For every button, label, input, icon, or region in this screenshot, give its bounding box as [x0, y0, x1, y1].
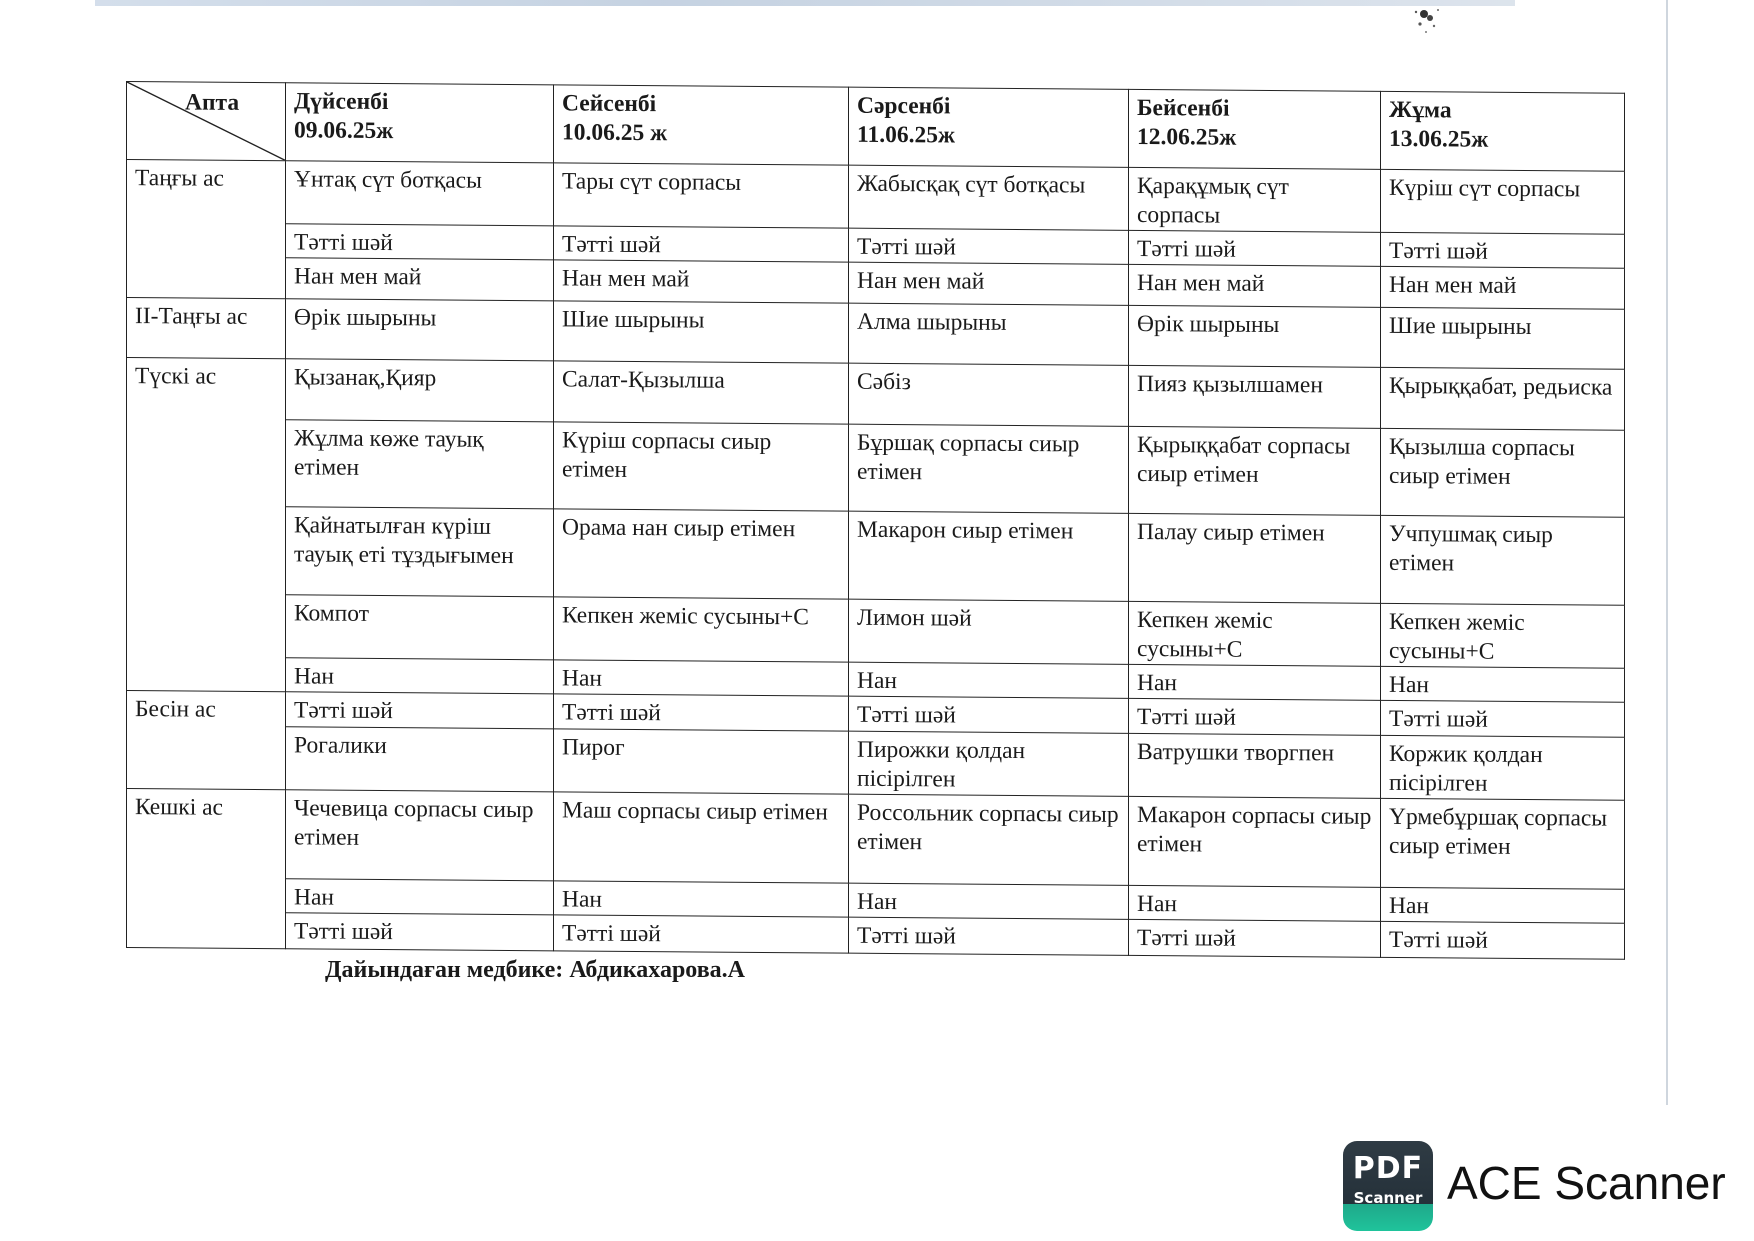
dish-cell: Учпушмақ сиыр етімен: [1381, 515, 1625, 605]
dish-cell: Маш сорпасы сиыр етімен: [554, 792, 849, 883]
dish-cell: Үрмебұршақ сорпасы сиыр етімен: [1381, 798, 1625, 889]
dish-cell: Нан мен май: [286, 258, 554, 301]
dish-cell: Нан: [286, 658, 554, 694]
logo-text-pdf: PDF: [1352, 1151, 1424, 1186]
dish-cell: Жабысқақ сүт ботқасы: [849, 165, 1129, 230]
dish-cell: Пирог: [554, 729, 849, 794]
dish-cell: Кепкен жеміс сусыны+С: [1381, 603, 1625, 668]
dish-cell: Тәтті шәй: [554, 226, 849, 262]
meal-row: [127, 419, 1625, 518]
meal-name-cell: Түскі ас: [127, 358, 286, 692]
dish-cell: Тәтті шәй: [1129, 919, 1381, 957]
dish-cell: Россольник сорпасы сиыр етімен: [849, 794, 1129, 885]
menu-table-body: [127, 82, 1625, 960]
week-corner-cell: [127, 82, 286, 161]
dish-cell: Орама нан сиыр етімен: [554, 509, 849, 599]
dish-cell: Тәтті шәй: [849, 228, 1129, 264]
dish-cell: Рогалики: [286, 727, 554, 792]
meal-name-cell: Таңғы ас: [127, 160, 286, 299]
dish-cell: Қырыққабат сорпасы сиыр етімен: [1129, 426, 1381, 515]
ink-speck-icon: [1410, 4, 1446, 38]
dish-cell: Коржик қолдан пісірілген: [1381, 735, 1625, 800]
weekly-menu-table: [126, 81, 1625, 960]
dish-cell: Нан: [1381, 887, 1625, 923]
meal-row: [127, 789, 1625, 890]
meal-row: [127, 594, 1625, 669]
dish-cell: Шие шырыны: [554, 301, 849, 363]
dish-cell: Нан: [286, 879, 554, 915]
dish-cell: Жұлма көже тауық етімен: [286, 420, 554, 509]
dish-cell: Өрік шырыны: [286, 299, 554, 361]
dish-cell: Компот: [286, 595, 554, 660]
dish-cell: Сәбіз: [849, 363, 1129, 426]
meal-name-cell: Бесін ас: [127, 691, 286, 790]
dish-cell: Чечевица сорпасы сиыр етімен: [286, 790, 554, 881]
dish-cell: Қызанақ,Қияр: [286, 359, 554, 422]
prepared-name: Абдикахарова.А: [569, 957, 745, 983]
dish-cell: Тәтті шәй: [286, 224, 554, 260]
dish-cell: Палау сиыр етімен: [1129, 513, 1381, 603]
dish-cell: Алма шырыны: [849, 303, 1129, 365]
logo-text-scanner: Scanner: [1353, 1189, 1423, 1207]
meal-row: [127, 160, 1625, 235]
dish-cell: Тәтті шәй: [849, 696, 1129, 733]
dish-cell: Нан мен май: [849, 262, 1129, 305]
prepared-label: Дайындаған медбике:: [325, 957, 564, 983]
dish-cell: Тәтті шәй: [1129, 698, 1381, 735]
day-header-thursday: Бейсенбі 12.06.25ж: [1129, 89, 1381, 169]
dish-cell: Күріш сүт сорпасы: [1381, 169, 1625, 234]
meal-name-cell: Кешкі ас: [127, 789, 286, 949]
dish-cell: Тәтті шәй: [554, 694, 849, 731]
dish-cell: Нан: [1129, 885, 1381, 921]
dish-cell: Тәтті шәй: [1381, 921, 1625, 959]
dish-cell: Пияз қызылшамен: [1129, 365, 1381, 428]
dish-cell: Лимон шәй: [849, 599, 1129, 664]
day-header-wednesday: Сәрсенбі 11.06.25ж: [849, 87, 1129, 167]
meal-row: [127, 726, 1625, 801]
dish-cell: Шие шырыны: [1381, 307, 1625, 369]
prepared-by: [325, 957, 745, 984]
scan-edge-top: [95, 0, 1515, 6]
dish-cell: Тары сүт сорпасы: [554, 163, 849, 228]
dish-cell: Тәтті шәй: [286, 692, 554, 729]
dish-cell: Тәтті шәй: [1381, 700, 1625, 737]
dish-cell: Тәтті шәй: [1381, 232, 1625, 268]
dish-cell: Қырыққабат, редьиска: [1381, 367, 1625, 430]
dish-cell: Тәтті шәй: [849, 917, 1129, 955]
dish-cell: Қызылша сорпасы сиыр етімен: [1381, 428, 1625, 517]
scanner-watermark: ACE Scanner: [1447, 1157, 1726, 1209]
meal-name-cell: ІІ-Таңғы ас: [127, 298, 286, 359]
dish-cell: Тәтті шәй: [554, 915, 849, 953]
dish-cell: Қарақұмық сүт сорпасы: [1129, 167, 1381, 232]
dish-cell: Күріш сорпасы сиыр етімен: [554, 422, 849, 511]
week-label: Апта: [185, 89, 240, 116]
dish-cell: Салат-Қызылша: [554, 361, 849, 424]
dish-cell: Ұнтақ сүт ботқасы: [286, 161, 554, 226]
dish-cell: Пирожки қолдан пісірілген: [849, 731, 1129, 796]
dish-cell: Нан: [554, 660, 849, 696]
dish-cell: Нан: [554, 881, 849, 917]
dish-cell: Нан мен май: [1381, 266, 1625, 309]
dish-cell: Нан мен май: [554, 260, 849, 303]
dish-cell: Нан: [849, 662, 1129, 698]
dish-cell: Нан мен май: [1129, 264, 1381, 307]
dish-cell: Нан: [1129, 664, 1381, 700]
dish-cell: Ватрушки творгпен: [1129, 733, 1381, 798]
dish-cell: Макарон сиыр етімен: [849, 511, 1129, 601]
day-header-friday: Жұма 13.06.25ж: [1381, 91, 1625, 171]
dish-cell: Кепкен жеміс сусыны+С: [554, 597, 849, 662]
dish-cell: Қайнатылған күріш тауық еті тұздығымен: [286, 507, 554, 597]
dish-cell: Нан: [849, 883, 1129, 919]
dish-cell: Бұршақ сорпасы сиыр етімен: [849, 424, 1129, 513]
dish-cell: Нан: [1381, 666, 1625, 702]
day-header-tuesday: Сейсенбі 10.06.25 ж: [554, 85, 849, 165]
day-header-monday: Дүйсенбі 09.06.25ж: [286, 83, 554, 163]
pdf-scanner-logo-icon: [1343, 1141, 1433, 1231]
header-row: [127, 82, 1625, 172]
dish-cell: Макарон сорпасы сиыр етімен: [1129, 796, 1381, 887]
meal-row: [127, 506, 1625, 606]
dish-cell: Тәтті шәй: [1129, 230, 1381, 266]
dish-cell: Тәтті шәй: [286, 913, 554, 951]
scan-edge-right: [1666, 0, 1668, 1105]
dish-cell: Кепкен жеміс сусыны+С: [1129, 601, 1381, 666]
dish-cell: Өрік шырыны: [1129, 305, 1381, 367]
